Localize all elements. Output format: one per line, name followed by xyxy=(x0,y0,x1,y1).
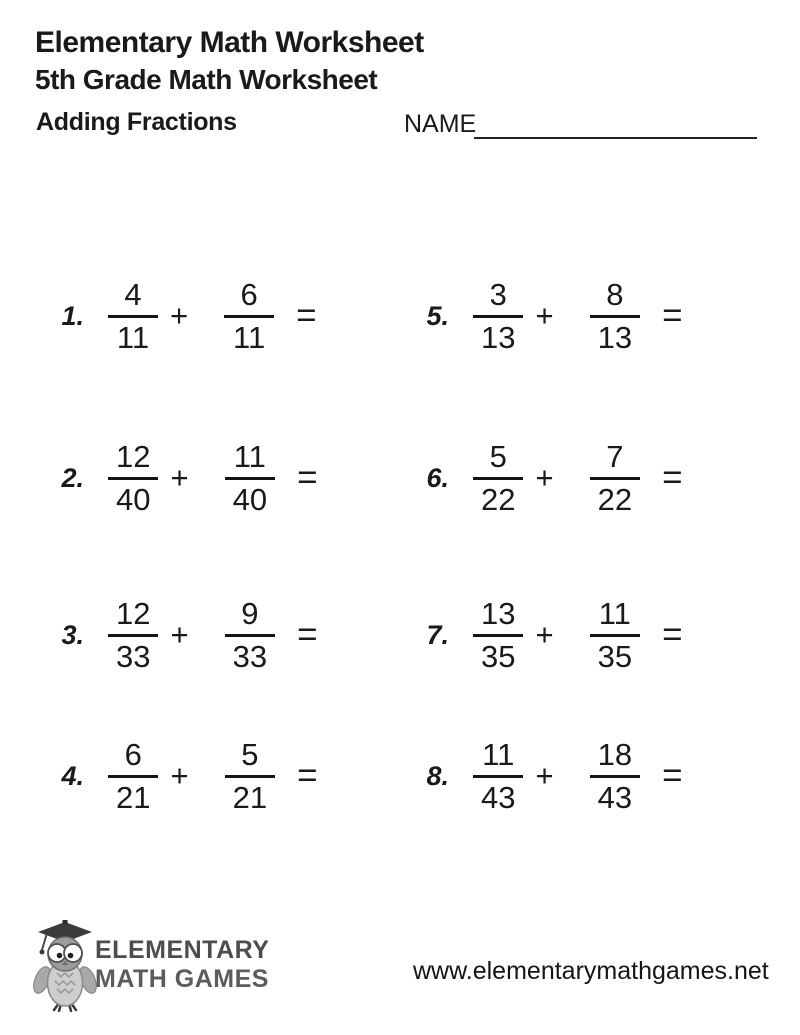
fraction-denominator: 13 xyxy=(597,319,633,355)
fraction-numerator: 4 xyxy=(108,278,158,318)
problem-number: 7. xyxy=(426,619,449,650)
plus-sign: + xyxy=(170,298,189,333)
problem-5 xyxy=(405,277,683,355)
owl-graduation-cap-icon xyxy=(33,920,97,1012)
fraction-denominator: 40 xyxy=(116,481,151,517)
fraction xyxy=(225,440,275,517)
problem-2 xyxy=(40,439,318,517)
plus-sign: + xyxy=(170,617,189,652)
fraction-denominator: 21 xyxy=(232,779,268,815)
fraction xyxy=(590,597,640,674)
fraction-numerator: 18 xyxy=(590,738,640,778)
logo-line-1: ELEMENTARY xyxy=(95,936,270,964)
logo-line-2: MATH GAMES xyxy=(95,965,269,993)
equals-sign: = xyxy=(296,296,317,335)
fraction-denominator: 21 xyxy=(116,779,151,815)
equals-sign: = xyxy=(297,458,318,497)
fraction xyxy=(473,738,523,815)
fraction-denominator: 11 xyxy=(116,319,150,355)
name-label: NAME xyxy=(404,110,477,138)
fraction-numerator: 11 xyxy=(225,440,275,480)
fraction-numerator: 13 xyxy=(473,597,523,637)
fraction-numerator: 12 xyxy=(108,440,158,480)
equals-sign: = xyxy=(297,756,318,795)
worksheet-topic: Adding Fractions xyxy=(36,108,237,136)
plus-sign: + xyxy=(170,758,189,793)
problem-number: 3. xyxy=(61,619,84,650)
fraction-denominator: 43 xyxy=(597,779,633,815)
page-title: Elementary Math Worksheet xyxy=(35,26,424,59)
equals-sign: = xyxy=(297,615,318,654)
problem-number: 6. xyxy=(426,462,449,493)
equals-sign: = xyxy=(662,296,683,335)
fraction xyxy=(108,278,158,355)
plus-sign: + xyxy=(170,460,189,495)
plus-sign: + xyxy=(535,617,554,652)
name-blank-line xyxy=(474,137,757,139)
problem-number: 4. xyxy=(61,760,84,791)
fraction-denominator: 35 xyxy=(597,638,633,674)
problem-6 xyxy=(405,439,683,517)
problem-number: 1. xyxy=(61,300,84,331)
fraction-numerator: 8 xyxy=(590,278,640,318)
fraction-denominator: 33 xyxy=(232,638,268,674)
problem-number: 2. xyxy=(61,462,84,493)
fraction-numerator: 7 xyxy=(590,440,640,480)
fraction-numerator: 11 xyxy=(590,597,640,637)
fraction-numerator: 5 xyxy=(225,738,275,778)
problem-4 xyxy=(40,737,318,815)
fraction-numerator: 11 xyxy=(473,738,523,778)
plus-sign: + xyxy=(535,758,554,793)
fraction-numerator: 12 xyxy=(108,597,158,637)
plus-sign: + xyxy=(535,460,554,495)
problem-number: 5. xyxy=(426,300,449,331)
fraction-numerator: 5 xyxy=(473,440,523,480)
fraction xyxy=(108,597,158,674)
fraction-denominator: 40 xyxy=(232,481,268,517)
fraction-denominator: 22 xyxy=(597,481,633,517)
fraction-denominator: 22 xyxy=(481,481,516,517)
fraction-denominator: 13 xyxy=(481,319,516,355)
fraction-numerator: 6 xyxy=(108,738,158,778)
problem-8 xyxy=(405,737,683,815)
fraction xyxy=(590,738,640,815)
fraction xyxy=(225,597,275,674)
equals-sign: = xyxy=(662,756,683,795)
fraction-denominator: 35 xyxy=(481,638,516,674)
fraction-numerator: 6 xyxy=(224,278,274,318)
logo-wordmark xyxy=(95,936,269,994)
fraction-denominator: 43 xyxy=(481,779,516,815)
problem-1 xyxy=(40,277,317,355)
page-subtitle: 5th Grade Math Worksheet xyxy=(35,64,378,95)
problem-3 xyxy=(40,596,318,674)
fraction xyxy=(108,738,158,815)
fraction xyxy=(108,440,158,517)
equals-sign: = xyxy=(662,458,683,497)
fraction-denominator: 33 xyxy=(116,638,151,674)
fraction xyxy=(224,278,274,355)
fraction-denominator: 11 xyxy=(233,319,266,355)
problem-number: 8. xyxy=(426,760,449,791)
fraction xyxy=(473,597,523,674)
problem-7 xyxy=(405,596,683,674)
website-url: www.elementarymathgames.net xyxy=(413,957,769,985)
fraction xyxy=(590,278,640,355)
plus-sign: + xyxy=(535,298,554,333)
fraction xyxy=(225,738,275,815)
fraction-numerator: 9 xyxy=(225,597,275,637)
fraction xyxy=(473,278,523,355)
fraction-numerator: 3 xyxy=(473,278,523,318)
equals-sign: = xyxy=(662,615,683,654)
fraction xyxy=(590,440,640,517)
fraction xyxy=(473,440,523,517)
